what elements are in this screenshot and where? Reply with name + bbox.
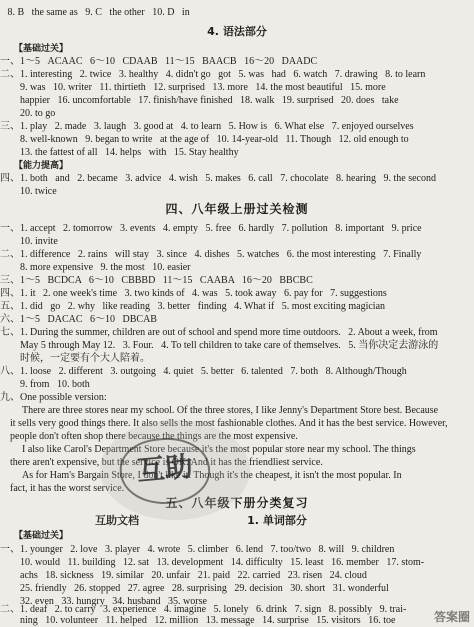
text-line: 一、1. younger 2. love 3. player 4. wrote 5. climber 6. lend 7. too/two 8. will 9. children: [0, 544, 395, 555]
text-line: 9. from 10. both: [20, 379, 90, 390]
text-line: 10. invite: [20, 236, 58, 247]
corner-watermark: 答案圈: [433, 610, 470, 624]
text-line: 8. well-known 9. began to write at the age of 10. 14-year-old 11. Though 12. old enough to: [20, 134, 409, 145]
essay-line: there aren't expensive, but the service is OK. And it has the friendliest service.: [10, 457, 323, 468]
text-line: 32. even 33. hungry 34. husband 35. worse: [20, 596, 207, 607]
section-heading: 4. 语法部分: [207, 25, 267, 38]
section-subheading: 1. 单词部分: [247, 514, 307, 527]
text-line: 一、1～5 ACAAC 6～10 CDAAB 11～15 BAACB 16～20 DAADC: [0, 56, 318, 67]
essay-line: As for Ham's Bargain Store, I don't like it. Though it's the cheapest, it isn't the most popular. In: [22, 470, 402, 481]
text-line: 8. B the same as 9. C the other 10. D in: [0, 7, 190, 18]
text-line: 20. to go: [20, 108, 56, 119]
text-line: happier 16. uncomfortable 17. finish/have finished 18. walk 19. surprised 20. does take: [20, 95, 399, 106]
essay-line: people don't often shop there because the things are the most expensive.: [10, 431, 298, 442]
subsection-tag: 【能力提高】: [14, 161, 69, 171]
text-line: 8. more expensive 9. the most 10. easier: [20, 262, 191, 273]
text-line: 二、1. difference 2. rains will stay 3. since 4. dishes 5. watches 6. the most interesting 7. Finally: [0, 249, 422, 260]
text-line: 八、1. loose 2. different 3. outgoing 4. quiet 5. better 6. talented 7. both 8. Although/Though: [0, 366, 407, 377]
text-line: 二、1. deaf 2. to carry 3. experience 4. imagine 5. lonely 6. drink 7. sign 8. possibly 9. trai-: [0, 604, 407, 615]
text-line: 五、1. did go 2. why like reading 3. better finding 4. What if 5. most exciting magician: [0, 301, 386, 312]
section-heading: 四、八年级上册过关检测: [165, 202, 309, 216]
essay-line: There are three stores near my school. Of the three stores, I like Jenny's Department Store best. Because: [22, 405, 439, 416]
text-line: 25. friendly 26. stopped 27. agree 28. surprising 29. decision 30. short 31. wonderful: [20, 583, 389, 594]
subsection-tag: 【基础过关】: [14, 44, 69, 54]
text-line: achs 18. sickness 19. similar 20. unfair 21. paid 22. carried 23. risen 24. cloud: [20, 570, 367, 581]
subsection-tag: 【基础过关】: [14, 531, 69, 541]
text-line: 三、1. play 2. made 3. laugh 3. good at 4. to learn 5. How is 6. What else 7. enjoyed ourselves: [0, 121, 414, 132]
text-line: 四、1. both and 2. became 3. advice 4. wish 5. makes 6. call 7. chocolate 8. hearing 9. the second: [0, 173, 436, 184]
essay-line: fact, it has the worst service.: [10, 483, 125, 494]
text-line: 九、One possible version:: [0, 392, 107, 403]
watermark-caption: 互助文档: [95, 514, 139, 527]
essay-line: I also like Carol's Department Store because it's the most popular store near my school. The things: [22, 444, 416, 455]
text-line: 二、1. interesting 2. twice 3. healthy 4. didn't go got 5. was had 6. watch 7. drawing 8. to learn: [0, 69, 426, 80]
text-line: 13. the fattest of all 14. helps with 15. Stay healthy: [20, 147, 239, 158]
text-line: 时候，一定要有个大人陪着。: [20, 353, 150, 364]
section-heading: 五、八年级下册分类复习: [165, 496, 309, 510]
text-line: ning 10. volunteer 11. helped 12. million 13. message 14. surprise 15. visitors 16. toe: [20, 615, 396, 626]
text-line: 10. twice: [20, 186, 57, 197]
essay-line: it sells very good things there. It also sells the most fashionable clothes. And it has the best service. However,: [10, 418, 448, 429]
watermark-stamp: 互助: [117, 434, 212, 508]
text-line: 三、1～5 BCDCA 6～10 CBBBD 11～15 CAABA 16～20 BBCBC: [0, 275, 313, 286]
text-line: 七、1. During the summer, children are out of school and spend more time outdoors. 2. About a week, from: [0, 327, 438, 338]
text-line: 四、1. it 2. one week's time 3. two kinds of 4. was 5. took away 6. pay for 7. suggestions: [0, 288, 387, 299]
text-line: 10. would 11. building 12. sat 13. development 14. difficulty 15. least 16. member 17. stom-: [20, 557, 425, 568]
text-line: 9. was 10. writer 11. thirtieth 12. surprised 13. more 14. the most beautiful 15. more: [20, 82, 386, 93]
text-line: 一、1. accept 2. tomorrow 3. events 4. empty 5. free 6. hardly 7. pollution 8. important 9. price: [0, 223, 422, 234]
text-line: May 5 through May 12. 3. Four. 4. To tell children to take care of themselves. 5. 当你决定去游泳的: [20, 340, 439, 351]
text-line: 六、1～5 DACAC 6～10 DBCAB: [0, 314, 157, 325]
